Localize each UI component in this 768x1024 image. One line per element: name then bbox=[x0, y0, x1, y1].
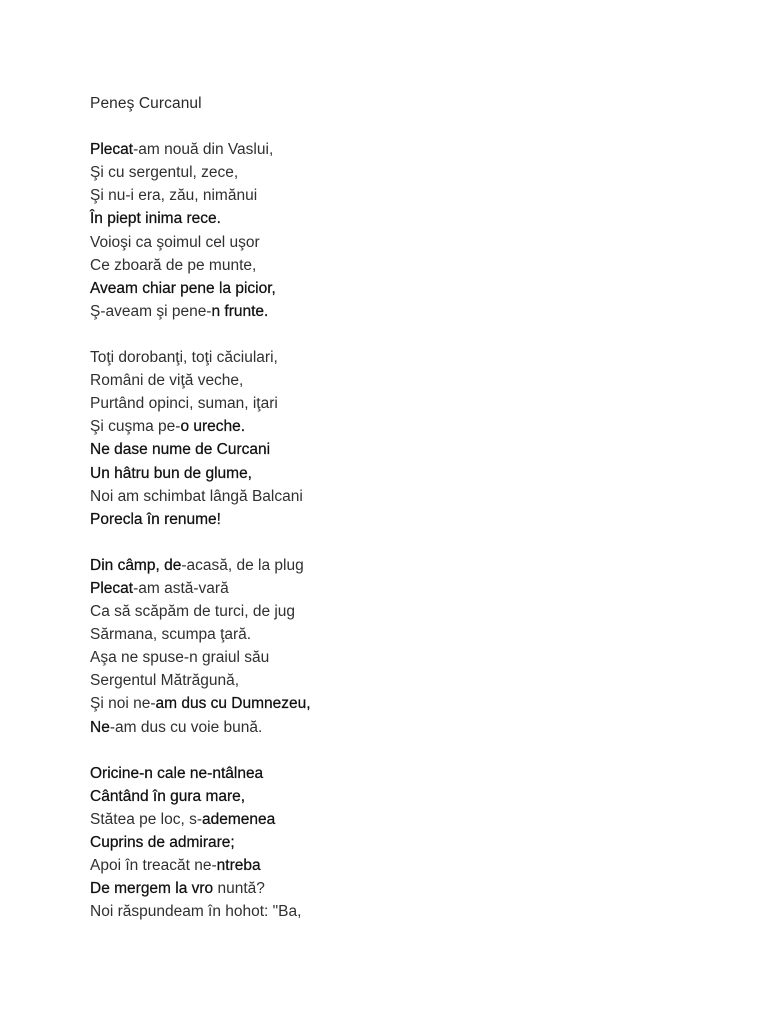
line-segment: Purtând opinci, suman, iţari bbox=[90, 395, 278, 413]
poem-line bbox=[90, 462, 690, 485]
poem-line bbox=[90, 438, 690, 461]
poem-line bbox=[90, 508, 690, 531]
line-segment: Oricine-n cale ne-ntâlnea bbox=[90, 764, 264, 782]
line-segment: ademenea bbox=[202, 810, 276, 828]
line-segment: Ce zboară de pe munte, bbox=[90, 256, 257, 274]
line-segment: Români de viţă veche, bbox=[90, 372, 244, 390]
stanza bbox=[90, 138, 690, 323]
line-segment: Şi cu sergentul, zece, bbox=[90, 164, 239, 182]
line-segment: o ureche. bbox=[180, 418, 246, 436]
poem-title: Peneş Curcanul bbox=[90, 95, 202, 112]
line-segment: Porecla în renume! bbox=[90, 510, 221, 528]
line-segment: Şi nu-i era, zău, nimănui bbox=[90, 187, 258, 205]
poem-body bbox=[90, 92, 690, 946]
line-segment: Aşa ne spuse-n graiul său bbox=[90, 649, 270, 667]
poem-line bbox=[90, 831, 690, 854]
poem-line bbox=[90, 392, 690, 415]
stanza bbox=[90, 762, 690, 924]
line-segment: Aveam chiar pene la picior, bbox=[90, 279, 276, 297]
line-segment: Toţi dorobanţi, toţi căciulari, bbox=[90, 349, 278, 367]
line-segment: Noi răspundeam în hohot: "Ba, bbox=[90, 903, 302, 921]
line-segment: Şi noi ne- bbox=[90, 695, 156, 713]
poem-line bbox=[90, 600, 690, 623]
poem-line bbox=[90, 877, 690, 900]
line-segment: -am nouă din Vaslui, bbox=[133, 141, 274, 159]
line-segment: Plecat bbox=[90, 579, 134, 597]
poem-line bbox=[90, 808, 690, 831]
poem-line bbox=[90, 369, 690, 392]
poem-line bbox=[90, 716, 690, 739]
line-segment: nuntă? bbox=[213, 880, 265, 898]
line-segment: Din câmp, de bbox=[90, 556, 182, 574]
poem-line bbox=[90, 854, 690, 877]
poem-line bbox=[90, 231, 690, 254]
line-segment: am dus cu Dumnezeu, bbox=[155, 695, 311, 713]
poem-line bbox=[90, 254, 690, 277]
line-segment: În piept inima rece. bbox=[90, 210, 221, 228]
poem-line bbox=[90, 577, 690, 600]
line-segment: Ş-aveam şi pene- bbox=[90, 302, 212, 320]
line-segment: Şi cuşma pe- bbox=[90, 418, 181, 436]
poem-line bbox=[90, 138, 690, 161]
line-segment: Plecat bbox=[90, 141, 134, 159]
line-segment: De mergem la vro bbox=[90, 880, 214, 898]
poem-line bbox=[90, 161, 690, 184]
line-segment: Sergentul Mătrăgună, bbox=[90, 672, 240, 690]
poem-line bbox=[90, 669, 690, 692]
poem-line bbox=[90, 277, 690, 300]
line-segment: Stătea pe loc, s- bbox=[90, 810, 203, 828]
poem-line bbox=[90, 207, 690, 230]
poem-line bbox=[90, 415, 690, 438]
stanza-list bbox=[90, 138, 690, 923]
line-segment: n frunte. bbox=[211, 302, 269, 320]
line-segment: Ne dase nume de Curcani bbox=[90, 441, 271, 459]
line-segment: Ca să scăpăm de turci, de jug bbox=[90, 603, 296, 621]
poem-line bbox=[90, 900, 690, 923]
line-segment: ntreba bbox=[216, 857, 261, 875]
poem-line bbox=[90, 346, 690, 369]
poem-line bbox=[90, 485, 690, 508]
stanza bbox=[90, 554, 690, 739]
poem-line bbox=[90, 554, 690, 577]
line-segment: -am dus cu voie bună. bbox=[109, 718, 263, 736]
line-segment: Sărmana, scumpa ţară. bbox=[90, 626, 252, 644]
line-segment: -am astă-vară bbox=[133, 579, 229, 597]
poem-line bbox=[90, 762, 690, 785]
poem-line bbox=[90, 692, 690, 715]
line-segment: Cântând în gura mare, bbox=[90, 787, 246, 805]
poem-line bbox=[90, 184, 690, 207]
line-segment: Voioşi ca şoimul cel uşor bbox=[90, 233, 260, 251]
line-segment: Noi am schimbat lângă Balcani bbox=[90, 487, 303, 505]
poem-line bbox=[90, 785, 690, 808]
line-segment: Ne bbox=[90, 718, 110, 736]
poem-line bbox=[90, 623, 690, 646]
stanza bbox=[90, 346, 690, 531]
line-segment: Un hâtru bun de glume, bbox=[90, 464, 252, 482]
line-segment: Cuprins de admirare; bbox=[90, 834, 235, 851]
line-segment: Apoi în treacăt ne- bbox=[90, 857, 217, 875]
poem-line bbox=[90, 646, 690, 669]
line-segment: -acasă, de la plug bbox=[181, 556, 304, 574]
poem-line bbox=[90, 300, 690, 323]
